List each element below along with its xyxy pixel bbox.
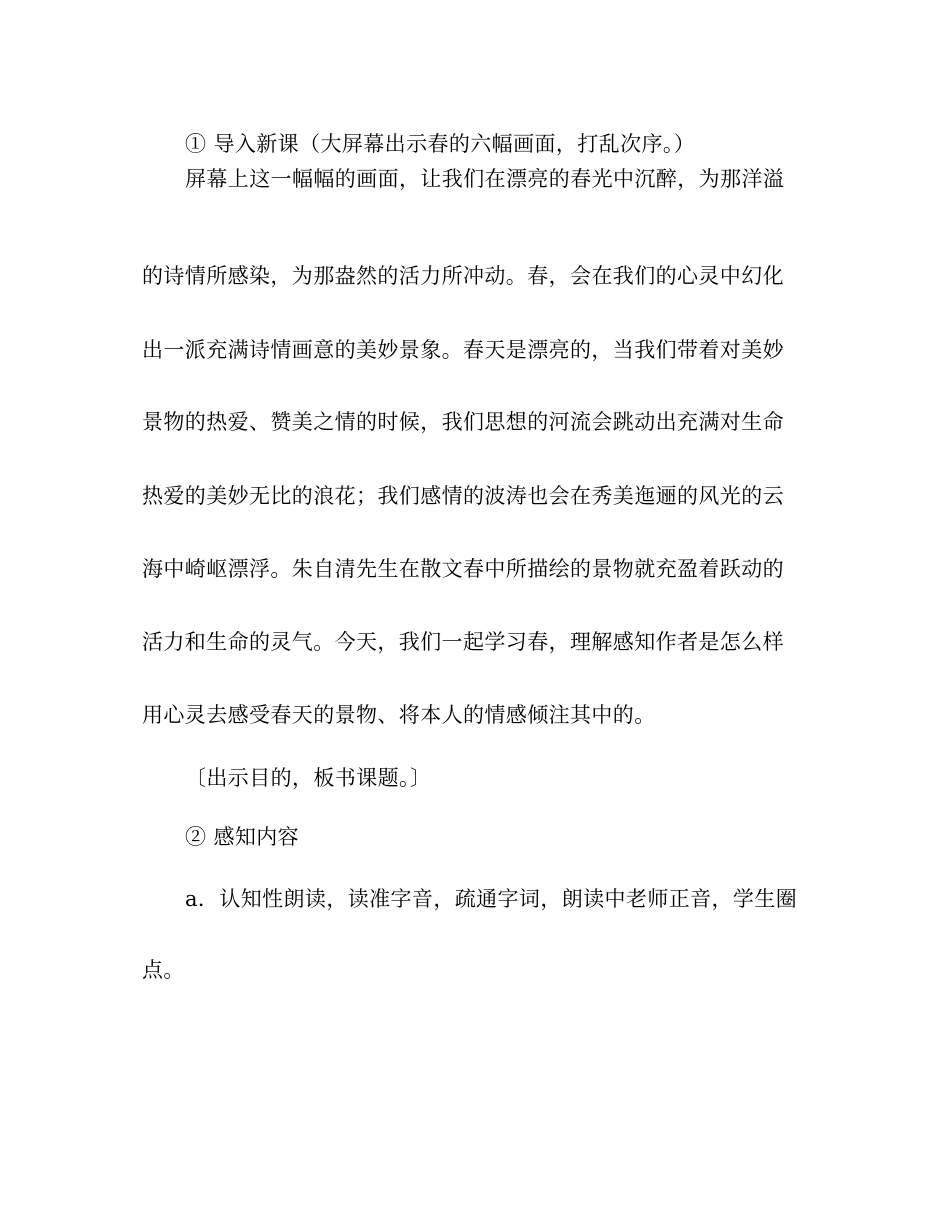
note-objective: 〔出示目的，板书课题。〕 — [185, 766, 432, 790]
paragraph-line: 活力和生命的灵气。今天，我们一起学习春，理解感知作者是怎么样 — [142, 630, 784, 654]
paragraph-line: 出一派充满诗情画意的美妙景象。春天是漂亮的，当我们带着对美妙 — [142, 338, 784, 362]
paragraph-line: 海中崎岖漂浮。朱自清先生在散文春中所描绘的景物就充盈着跃动的 — [142, 557, 784, 581]
paragraph-line: 热爱的美妙无比的浪花；我们感情的波涛也会在秀美迤逦的风光的云 — [142, 484, 784, 508]
paragraph-line: 用心灵去感受春天的景物、将本人的情感倾注其中的。 — [142, 703, 656, 727]
paragraph-line: 景物的热爱、赞美之情的时候，我们思想的河流会跳动出充满对生命 — [142, 410, 784, 434]
heading-perceive-content: ② 感知内容 — [185, 825, 300, 849]
list-item-line: 点。 — [142, 958, 185, 982]
paragraph-line: 屏幕上这一幅幅的画面，让我们在漂亮的春光中沉醉，为那洋溢 — [185, 167, 785, 191]
list-item-line: a．认知性朗读，读准字音，疏通字词，朗读中老师正音，学生圈 — [185, 887, 798, 911]
paragraph-line: 的诗情所感染，为那盎然的活力所冲动。春，会在我们的心灵中幻化 — [142, 264, 784, 288]
heading-import-new-lesson: ① 导入新课（大屏幕出示春的六幅画面，打乱次序。） — [185, 132, 696, 156]
